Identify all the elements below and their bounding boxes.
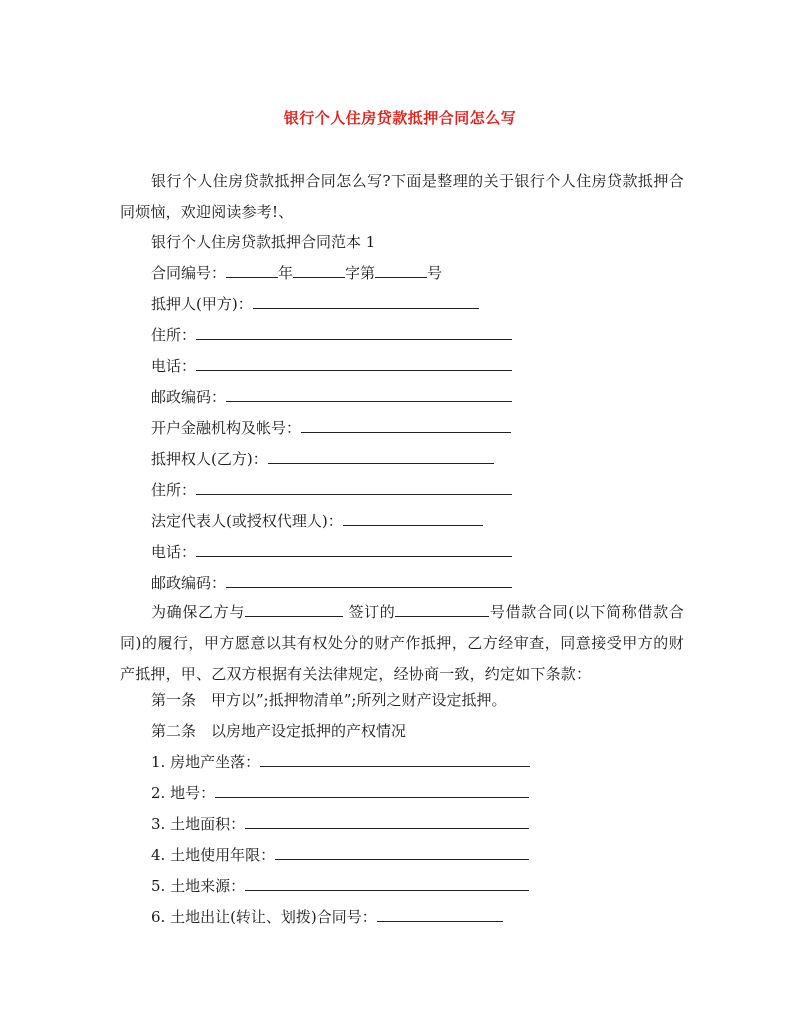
address2-label: 住所： [151, 481, 197, 499]
terms-paragraph [120, 597, 684, 690]
postcode1-line [151, 387, 512, 407]
article-1: 第一条 甲方以”;抵押物清单”;所列之财产设定抵押。 [151, 691, 507, 709]
mortgagee-label: 抵押权人(乙方)： [151, 450, 268, 468]
postcode1-label: 邮政编码： [151, 388, 227, 406]
phone2-line [151, 542, 512, 562]
item-4-label: 4. 土地使用年限： [151, 846, 276, 864]
mortgagor-label: 抵押人(甲方)： [151, 295, 253, 313]
item-1-blank [260, 752, 530, 767]
address1-line [151, 325, 512, 345]
phone1-label: 电话： [151, 357, 197, 375]
item-6-blank [377, 907, 503, 922]
phone1-line [151, 356, 512, 376]
intro-paragraph: 银行个人住房贷款抵押合同怎么写?下面是整理的关于银行个人住房贷款抵押合同烦恼，欢迎阅读参考!、 [120, 172, 684, 221]
contract-number-blank [375, 263, 427, 278]
phone1-blank [196, 356, 512, 371]
contract-number-line [151, 263, 442, 283]
item-6-line [151, 907, 503, 927]
item-6-label: 6. 土地出让(转让、划拨)合同号： [151, 908, 377, 926]
phone2-label: 电话： [151, 543, 197, 561]
address1-blank [196, 325, 512, 340]
contract-year-blank [226, 263, 278, 278]
postcode2-line [151, 573, 512, 593]
phone2-blank [196, 542, 512, 557]
address1-label: 住所： [151, 326, 197, 344]
contract-number-label: 合同编号： [151, 264, 227, 282]
postcode2-blank [226, 573, 512, 588]
postcode1-blank [226, 387, 512, 402]
legal-rep-label: 法定代表人(或授权代理人)： [151, 512, 343, 530]
contract-zidi-text: 字第 [345, 264, 376, 282]
loan-contract-blank [395, 602, 489, 617]
mortgagor-blank [253, 294, 479, 309]
item-4-blank [275, 845, 529, 860]
article-2: 第二条 以房地产设定抵押的产权情况 [151, 722, 407, 740]
address2-blank [196, 480, 512, 495]
item-2-line [151, 783, 529, 803]
terms-text-c: 号借款合同(以下简称借款合同)的履行，甲方愿意以其有权处分的财产作抵押，乙方经审查，同意接受甲方的财产抵押，甲、乙双方根据有关法律规定，经协商一致，约定如下条款： [120, 603, 684, 683]
item-1-line [151, 752, 530, 772]
legal-rep-line [151, 511, 483, 531]
item-5-line [151, 876, 529, 896]
terms-text-b: 签订的 [348, 603, 396, 621]
mortgagee-line [151, 449, 494, 469]
item-5-blank [245, 876, 529, 891]
bank-account-blank [301, 418, 511, 433]
postcode2-label: 邮政编码： [151, 574, 227, 592]
item-4-line [151, 845, 529, 865]
mortgagor-line [151, 294, 479, 314]
bank-account-line [151, 418, 511, 438]
terms-text-a: 为确保乙方与 [151, 603, 246, 621]
mortgagee-blank [268, 449, 494, 464]
item-2-blank [215, 783, 529, 798]
contract-year-text: 年 [278, 264, 294, 282]
contract-zi-blank [293, 263, 345, 278]
document-title: 银行个人住房贷款抵押合同怎么写 [283, 109, 517, 127]
item-3-line [151, 814, 529, 834]
borrower-blank [245, 602, 343, 617]
item-2-label: 2. 地号： [151, 784, 216, 802]
item-1-label: 1. 房地产坐落： [151, 753, 261, 771]
item-3-blank [245, 814, 529, 829]
bank-account-label: 开户金融机构及帐号： [151, 419, 302, 437]
address2-line [151, 480, 512, 500]
contract-subtitle: 银行个人住房贷款抵押合同范本 1 [151, 233, 376, 251]
item-5-label: 5. 土地来源： [151, 877, 246, 895]
item-3-label: 3. 土地面积： [151, 815, 246, 833]
legal-rep-blank [343, 511, 483, 526]
contract-hao-text: 号 [427, 264, 443, 282]
